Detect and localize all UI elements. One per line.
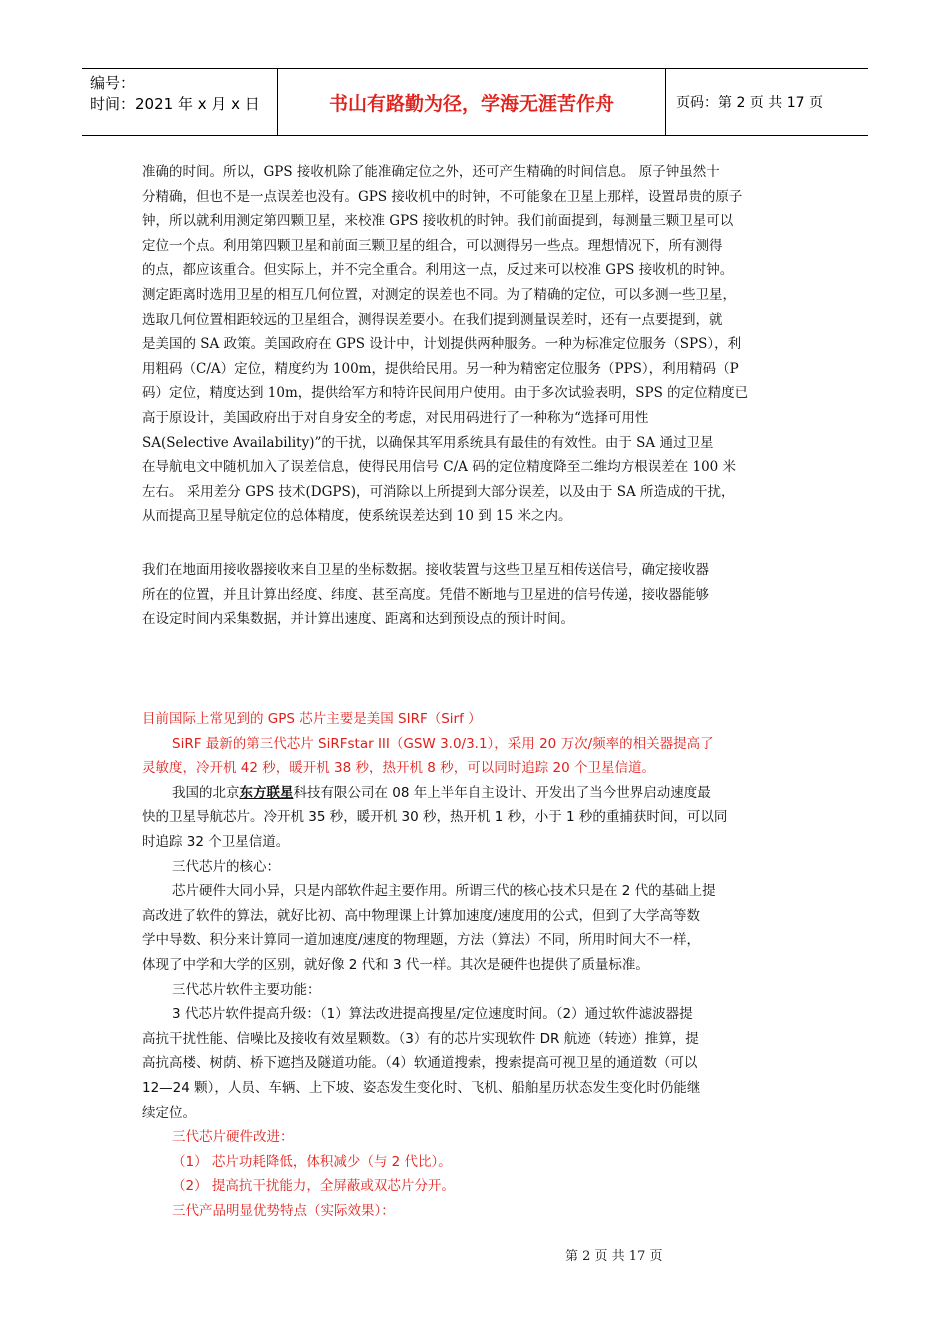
chip-section xyxy=(142,707,818,1223)
header-left-cell xyxy=(82,69,278,135)
text-line: 在设定时间内采集数据，并计算出速度、距离和达到预设点的预计时间。 xyxy=(142,611,574,628)
hardware-title: 三代芯片硬件改进： xyxy=(172,1129,294,1146)
core-line: 高改进了软件的算法，就好比初、高中物理课上计算加速度/速度用的公式，但到了大学高等数 xyxy=(142,907,701,924)
beijing-line: 快的卫星导航芯片。冷开机 35 秒，暖开机 30 秒，热开机 1 秒，小于 1 秒的重捕获时间，可以同 xyxy=(142,809,728,826)
software-line: 续定位。 xyxy=(142,1104,196,1121)
text-line: 用粗码（C/A）定位，精度约为 100m，提供给民用。另一种为精密定位服务（PPS），利用精码（P xyxy=(142,360,739,377)
core-title: 三代芯片的核心： xyxy=(172,858,280,875)
software-title: 三代芯片软件主要功能： xyxy=(172,981,321,998)
hardware-item: （1） 芯片功耗降低，体积减少（与 2 代比）。 xyxy=(172,1153,452,1170)
text-line: 从而提高卫星导航定位的总体精度，使系统误差达到 10 到 15 米之内。 xyxy=(142,508,572,525)
hardware-item: （2） 提高抗干扰能力，全屏蔽或双芯片分开。 xyxy=(172,1178,455,1195)
chip-section-title: 目前国际上常见到的 GPS 芯片主要是美国 SIRF（Sirf ） xyxy=(142,711,482,727)
text-line: 的点，都应该重合。但实际上，并不完全重合。利用这一点，反过来可以校准 GPS 接收机的时钟。 xyxy=(142,262,734,279)
text-line: 我们在地面用接收器接收来自卫星的坐标数据。接收装置与这些卫星互相传送信号，确定接收器 xyxy=(142,562,709,578)
header-page-info: 页码：第 2 页 共 17 页 xyxy=(676,95,823,111)
text-line: 左右。 采用差分 GPS 技术(DGPS)，可消除以上所提到大部分误差，以及由于 SA 所造成的干扰， xyxy=(142,483,735,500)
receiver-paragraph xyxy=(142,558,814,632)
text-line: 定位一个点。利用第四颗卫星和前面三颗卫星的组合，可以测得另一些点。理想情况下，所有测得 xyxy=(142,237,723,254)
text-line: SA(Selective Availability)”的干扰，以确保其军用系统具有最佳的有效性。由于 SA 通过卫星 xyxy=(142,434,714,451)
beijing-line: 时追踪 32 个卫星信道。 xyxy=(142,833,290,850)
core-line: 体现了中学和大学的区别，就好像 2 代和 3 代一样。其次是硬件也提供了质量标准。 xyxy=(142,956,649,973)
company-link[interactable]: 东方联星 xyxy=(239,784,294,801)
text-line: 是美国的 SA 政策。美国政府在 GPS 设计中，计划提供两种服务。一种为标准定位服务（SPS），利 xyxy=(142,336,742,353)
software-line: 12—24 颗），人员、车辆、上下坡、姿态发生变化时、飞机、船舶星历状态发生变化时仍能继 xyxy=(142,1079,701,1096)
software-line: 高抗干扰性能、信噪比及接收有效星颗数。（3）有的芯片实现软件 DR 航迹（转迹）推算，提 xyxy=(142,1030,699,1047)
sirf-line: 灵敏度，冷开机 42 秒，暖开机 38 秒，热开机 8 秒，可以同时追踪 20 个卫星信道。 xyxy=(142,760,655,777)
text-line: 所在的位置，并且计算出经度、纬度、甚至高度。凭借不断地与卫星进的信号传递，接收器能够 xyxy=(142,586,709,603)
core-line: 学中导数、积分来计算同一道加速度/速度的物理题，方法（算法）不同，所用时间大不一样， xyxy=(142,932,701,949)
beijing-pre: 我国的北京 xyxy=(172,784,240,801)
text-line: 准确的时间。所以，GPS 接收机除了能准确定位之外，还可产生精确的时间信息。 原子钟虽然十 xyxy=(142,164,720,180)
beijing-line xyxy=(142,781,818,806)
text-line: 高于原设计，美国政府出于对自身安全的考虑，对民用码进行了一种称为“选择可用性 xyxy=(142,409,649,426)
text-line: 码）定位，精度达到 10m，提供给军方和特许民间用户使用。由于多次试验表明，SPS 的定位精度已 xyxy=(142,385,749,402)
text-line: 测定距离时选用卫星的相互几何位置，对测定的误差也不同。为了精确的定位，可以多测一些卫星， xyxy=(142,286,736,303)
code-label: 编号： xyxy=(90,74,136,92)
text-line: 分精确，但也不是一点误差也没有。GPS 接收机中的时钟，不可能象在卫星上那样，设置昂贵的原子 xyxy=(142,188,743,205)
text-line: 在导航电文中随机加入了误差信息，使得民用信号 C/A 码的定位精度降至二维均方根误差在 100 米 xyxy=(142,459,737,476)
core-line: 芯片硬件大同小异，只是内部软件起主要作用。所谓三代的核心技术只是在 2 代的基础上提 xyxy=(172,883,716,900)
time-label: 时间：2021 年 x 月 x 日 xyxy=(90,95,260,113)
header-motto: 书山有路勤为径，学海无涯苦作舟 xyxy=(278,69,666,135)
software-line: 3 代芯片软件提高升级：（1）算法改进提高搜星/定位速度时间。（2）通过软件滤波器提 xyxy=(172,1006,693,1023)
software-line: 高抗高楼、树荫、桥下遮挡及隧道功能。（4）软通道搜索，搜索提高可视卫星的通道数（可以 xyxy=(142,1055,698,1072)
page-footer: 第 2 页 共 17 页 xyxy=(565,1249,663,1264)
beijing-post: 科技有限公司在 08 年上半年自主设计、开发出了当今世界启动速度最 xyxy=(293,784,711,801)
text-line: 钟，所以就利用测定第四颗卫星，来校准 GPS 接收机的时钟。我们前面提到，每测量三颗卫星可以 xyxy=(142,213,734,230)
advantages-title: 三代产品明显优势特点（实际效果）： xyxy=(172,1202,395,1219)
gps-timing-paragraph xyxy=(142,160,814,529)
text-line: 选取几何位置相距较远的卫星组合，测得误差要小。在我们提到测量误差时，还有一点要提到，就 xyxy=(142,311,723,328)
page-header xyxy=(82,68,868,136)
sirf-line: SiRF 最新的第三代芯片 SiRFstar III（GSW 3.0/3.1），采用 20 万次/频率的相关器提高了 xyxy=(172,735,714,752)
